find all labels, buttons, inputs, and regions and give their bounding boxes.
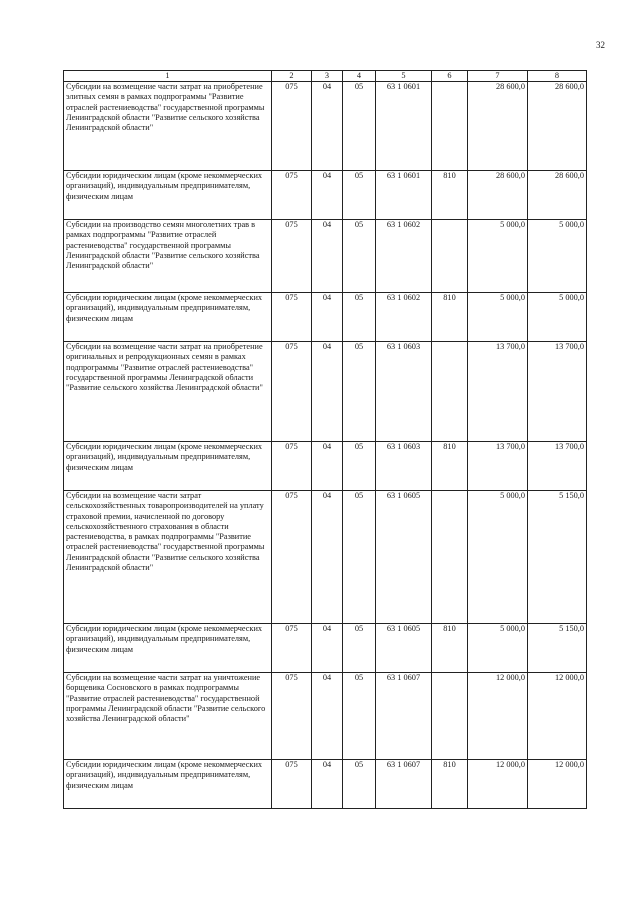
header-cell: 7 [468,71,528,82]
cell-amount-a: 12 000,0 [468,760,528,809]
cell-amount-a: 13 700,0 [468,342,528,442]
cell-expense-type [432,491,468,624]
cell-amount-b: 28 600,0 [528,171,587,220]
cell-target-item: 63 1 0607 [376,673,432,760]
cell-admin-code: 075 [272,342,312,442]
cell-target-item: 63 1 0603 [376,342,432,442]
row-name: Субсидии юридическим лицам (кроме некоммерческих организаций), индивидуальным предпринимателям, физическим лицам [64,624,272,673]
cell-amount-a: 12 000,0 [468,673,528,760]
cell-subsection: 05 [343,342,376,442]
cell-expense-type: 810 [432,442,468,491]
cell-section: 04 [312,342,343,442]
cell-amount-a: 5 000,0 [468,220,528,293]
cell-section: 04 [312,442,343,491]
cell-section: 04 [312,220,343,293]
cell-target-item: 63 1 0601 [376,82,432,171]
cell-target-item: 63 1 0601 [376,171,432,220]
cell-section: 04 [312,293,343,342]
cell-expense-type [432,673,468,760]
table-row [64,82,587,171]
cell-section: 04 [312,171,343,220]
row-name: Субсидии на возмещение части затрат на приобретение элитных семян в рамках подпрограммы "Развитие отраслей растениеводства" государственной программы Ленинградской области "Развитие сельского хозяйства Ленинградской области" [64,82,272,171]
cell-target-item: 63 1 0603 [376,442,432,491]
table-row [64,342,587,442]
row-name: Субсидии на производство семян многолетних трав в рамках подпрограммы "Развитие отраслей растениеводства" государственной программы Ленинградской области "Развитие сельского хозяйства Ленинградской области" [64,220,272,293]
header-cell: 4 [343,71,376,82]
cell-amount-b: 13 700,0 [528,442,587,491]
table-row [64,760,587,809]
row-name: Субсидии юридическим лицам (кроме некоммерческих организаций), индивидуальным предпринимателям, физическим лицам [64,442,272,491]
row-name: Субсидии юридическим лицам (кроме некоммерческих организаций), индивидуальным предпринимателям, физическим лицам [64,171,272,220]
cell-admin-code: 075 [272,293,312,342]
cell-target-item: 63 1 0602 [376,220,432,293]
cell-subsection: 05 [343,673,376,760]
header-cell: 5 [376,71,432,82]
cell-amount-a: 5 000,0 [468,491,528,624]
cell-amount-b: 5 000,0 [528,220,587,293]
cell-section: 04 [312,491,343,624]
header-row [64,71,587,82]
cell-amount-b: 5 150,0 [528,491,587,624]
cell-amount-a: 5 000,0 [468,624,528,673]
cell-section: 04 [312,760,343,809]
cell-amount-a: 5 000,0 [468,293,528,342]
cell-admin-code: 075 [272,760,312,809]
row-name: Субсидии на возмещение части затрат на приобретение оригинальных и репродукционных семян в рамках подпрограммы "Развитие отраслей растениеводства" государственной программы Ленинградской области "Развитие сельского хозяйства Ленинградской области" [64,342,272,442]
cell-amount-b: 12 000,0 [528,673,587,760]
cell-subsection: 05 [343,442,376,491]
cell-subsection: 05 [343,760,376,809]
header-cell: 2 [272,71,312,82]
table-row [64,442,587,491]
cell-target-item: 63 1 0602 [376,293,432,342]
budget-table [63,70,587,809]
header-cell: 3 [312,71,343,82]
table-row [64,624,587,673]
row-name: Субсидии юридическим лицам (кроме некоммерческих организаций), индивидуальным предпринимателям, физическим лицам [64,760,272,809]
table-row [64,673,587,760]
table-row [64,293,587,342]
cell-expense-type [432,82,468,171]
cell-admin-code: 075 [272,624,312,673]
cell-amount-a: 28 600,0 [468,82,528,171]
cell-expense-type: 810 [432,293,468,342]
cell-amount-b: 28 600,0 [528,82,587,171]
cell-subsection: 05 [343,624,376,673]
cell-expense-type: 810 [432,171,468,220]
row-name: Субсидии на возмещение части затрат сельскохозяйственных товаропроизводителей на уплату страховой премии, начисленной по договору сельскохозяйственного страхования в области растениеводства, в рамках подпрограммы "Развитие отраслей растениеводства" государственной программы Ленинградской области "Развитие сельского хозяйства Ленинградской области" [64,491,272,624]
header-cell: 1 [64,71,272,82]
header-cell: 8 [528,71,587,82]
cell-amount-b: 5 150,0 [528,624,587,673]
cell-admin-code: 075 [272,82,312,171]
table-row [64,171,587,220]
cell-amount-b: 5 000,0 [528,293,587,342]
cell-expense-type: 810 [432,760,468,809]
table-row [64,220,587,293]
cell-subsection: 05 [343,293,376,342]
cell-amount-a: 13 700,0 [468,442,528,491]
cell-subsection: 05 [343,82,376,171]
cell-admin-code: 075 [272,442,312,491]
page-number: 32 [596,40,605,50]
table-row [64,491,587,624]
cell-amount-b: 12 000,0 [528,760,587,809]
cell-target-item: 63 1 0607 [376,760,432,809]
cell-expense-type [432,342,468,442]
cell-admin-code: 075 [272,491,312,624]
header-cell: 6 [432,71,468,82]
cell-section: 04 [312,624,343,673]
cell-amount-a: 28 600,0 [468,171,528,220]
cell-admin-code: 075 [272,171,312,220]
cell-subsection: 05 [343,220,376,293]
row-name: Субсидии на возмещение части затрат на уничтожение борщевика Сосновского в рамках подпрограммы "Развитие отраслей растениеводства" государственной программы Ленинградской области "Развитие сельского хозяйства Ленинградской области" [64,673,272,760]
cell-admin-code: 075 [272,220,312,293]
cell-subsection: 05 [343,171,376,220]
row-name: Субсидии юридическим лицам (кроме некоммерческих организаций), индивидуальным предпринимателям, физическим лицам [64,293,272,342]
cell-expense-type: 810 [432,624,468,673]
cell-section: 04 [312,82,343,171]
cell-section: 04 [312,673,343,760]
cell-subsection: 05 [343,491,376,624]
cell-expense-type [432,220,468,293]
cell-admin-code: 075 [272,673,312,760]
cell-amount-b: 13 700,0 [528,342,587,442]
cell-target-item: 63 1 0605 [376,491,432,624]
cell-target-item: 63 1 0605 [376,624,432,673]
